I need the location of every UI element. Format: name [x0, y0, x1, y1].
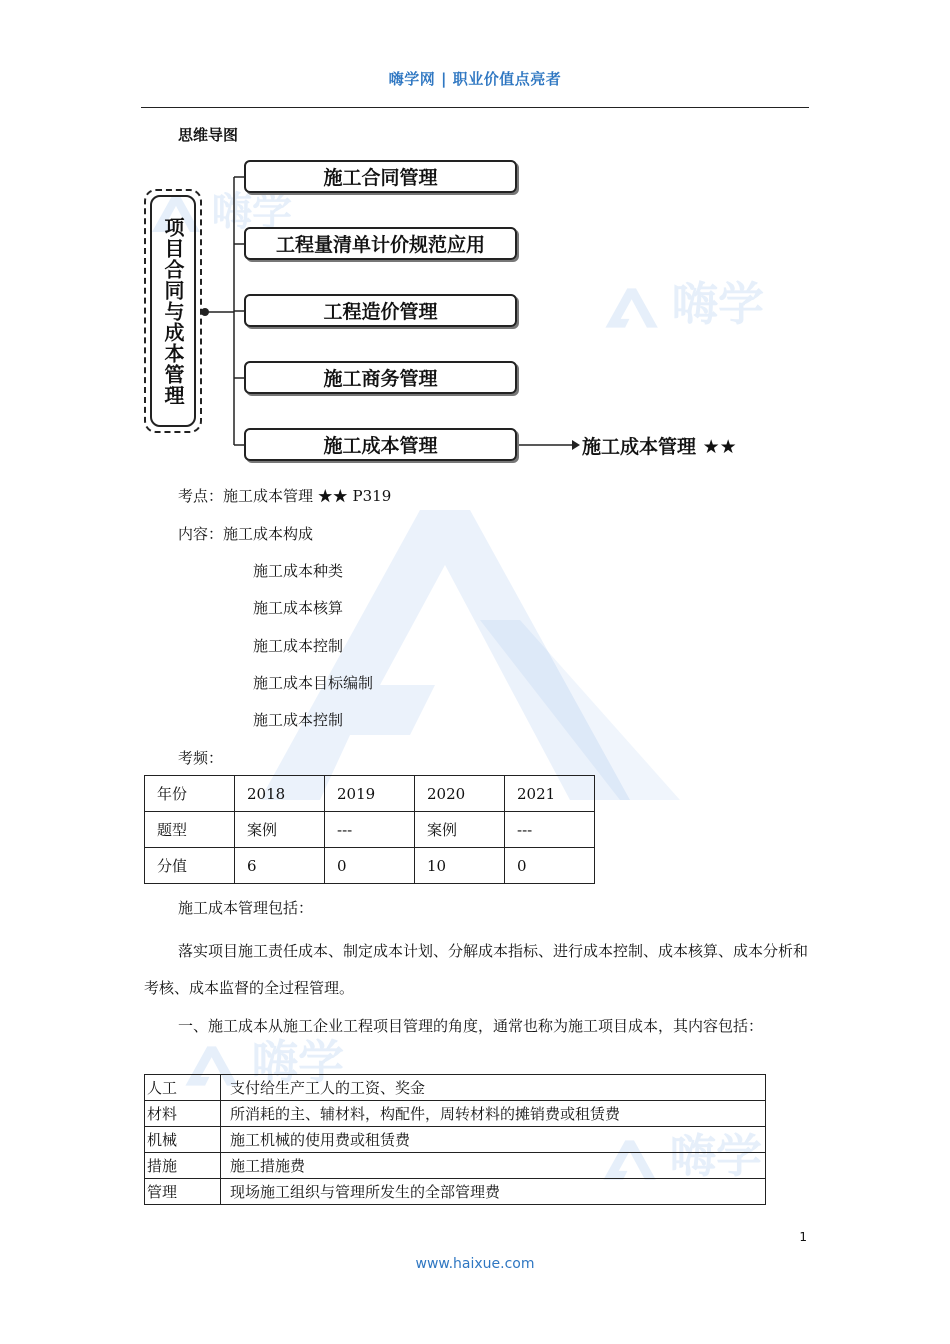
- mindmap-node-bill-of-quantities: 工程量清单计价规范应用: [244, 227, 517, 260]
- paragraph-intro: 施工成本管理包括：: [178, 899, 314, 917]
- table-cell: 施工机械的使用费或租赁费: [221, 1127, 766, 1153]
- exam-frequency-table: [144, 775, 595, 884]
- table-cell: ---: [325, 812, 415, 848]
- content-item: 施工成本种类: [253, 562, 344, 580]
- table-cell: 管理: [145, 1179, 221, 1205]
- table-cell: 措施: [145, 1153, 221, 1179]
- watermark-text: 嗨学: [670, 1129, 762, 1183]
- table-cell: 6: [235, 848, 325, 884]
- table-cell: 2019: [325, 776, 415, 812]
- paragraph-cost-definition: 一、施工成本从施工企业工程项目管理的角度，通常也称为施工项目成本，其内容包括：: [178, 1017, 764, 1035]
- kaopin-label: 考频：: [178, 749, 224, 767]
- table-cell: 人工: [145, 1075, 221, 1101]
- content-item: 施工成本控制: [253, 637, 344, 655]
- mindmap-node-cost-management: 施工成本管理: [244, 428, 517, 461]
- table-cell: 案例: [235, 812, 325, 848]
- table-cell: 10: [415, 848, 505, 884]
- table-row: [145, 1179, 766, 1205]
- content-item: 施工成本目标编制: [253, 674, 374, 692]
- table-row: [145, 776, 595, 812]
- mindmap-node-contract: 施工合同管理: [244, 160, 517, 193]
- table-row: [145, 1153, 766, 1179]
- table-cell: 2020: [415, 776, 505, 812]
- content-item: 施工成本核算: [253, 599, 344, 617]
- table-cell: 题型: [145, 812, 235, 848]
- table-cell: 材料: [145, 1101, 221, 1127]
- watermark-text: 嗨学: [252, 1035, 344, 1089]
- table-row: [145, 812, 595, 848]
- table-cell: 0: [505, 848, 595, 884]
- table-row: [145, 1101, 766, 1127]
- table-cell: 0: [325, 848, 415, 884]
- mindmap-node-cost-engineering: 工程造价管理: [244, 294, 517, 327]
- mindmap-node-business: 施工商务管理: [244, 361, 517, 394]
- table-cell: 2018: [235, 776, 325, 812]
- table-cell: 现场施工组织与管理所发生的全部管理费: [221, 1179, 766, 1205]
- mindmap-leaf-cost-management: 施工成本管理 ★★: [582, 436, 737, 458]
- table-cell: 施工措施费: [221, 1153, 766, 1179]
- table-row: [145, 1075, 766, 1101]
- section-title: 思维导图: [178, 126, 239, 144]
- mindmap-root-label: 项目合同与成本管理: [161, 216, 185, 406]
- cost-composition-table: [144, 1074, 766, 1205]
- watermark-text: 嗨学: [672, 277, 764, 331]
- table-cell: 年份: [145, 776, 235, 812]
- table-row: [145, 848, 595, 884]
- table-cell: ---: [505, 812, 595, 848]
- table-cell: 2021: [505, 776, 595, 812]
- content-item: 施工成本控制: [253, 711, 344, 729]
- table-cell: 支付给生产工人的工资、奖金: [221, 1075, 766, 1101]
- page-number: 1: [799, 1230, 807, 1244]
- table-cell: 机械: [145, 1127, 221, 1153]
- header-title: 嗨学网 | 职业价值点亮者: [388, 70, 562, 88]
- table-cell: 所消耗的主、辅材料，构配件，周转材料的摊销费或租赁费: [221, 1101, 766, 1127]
- watermark-text: 嗨学: [212, 189, 292, 235]
- table-cell: 案例: [415, 812, 505, 848]
- table-row: [145, 1127, 766, 1153]
- footer-url-link[interactable]: www.haixue.com: [415, 1256, 535, 1272]
- table-cell: 分值: [145, 848, 235, 884]
- mindmap-root: [144, 189, 202, 433]
- content-label: 内容：施工成本构成: [178, 525, 314, 543]
- kaodian-line: 考点：施工成本管理 ★★ P319: [178, 487, 392, 505]
- mindmap-root-box: [150, 195, 196, 427]
- paragraph-scope: 落实项目施工责任成本、制定成本计划、分解成本指标、进行成本控制、成本核算、成本分析和考核、成本监督的全过程管理。: [144, 942, 809, 997]
